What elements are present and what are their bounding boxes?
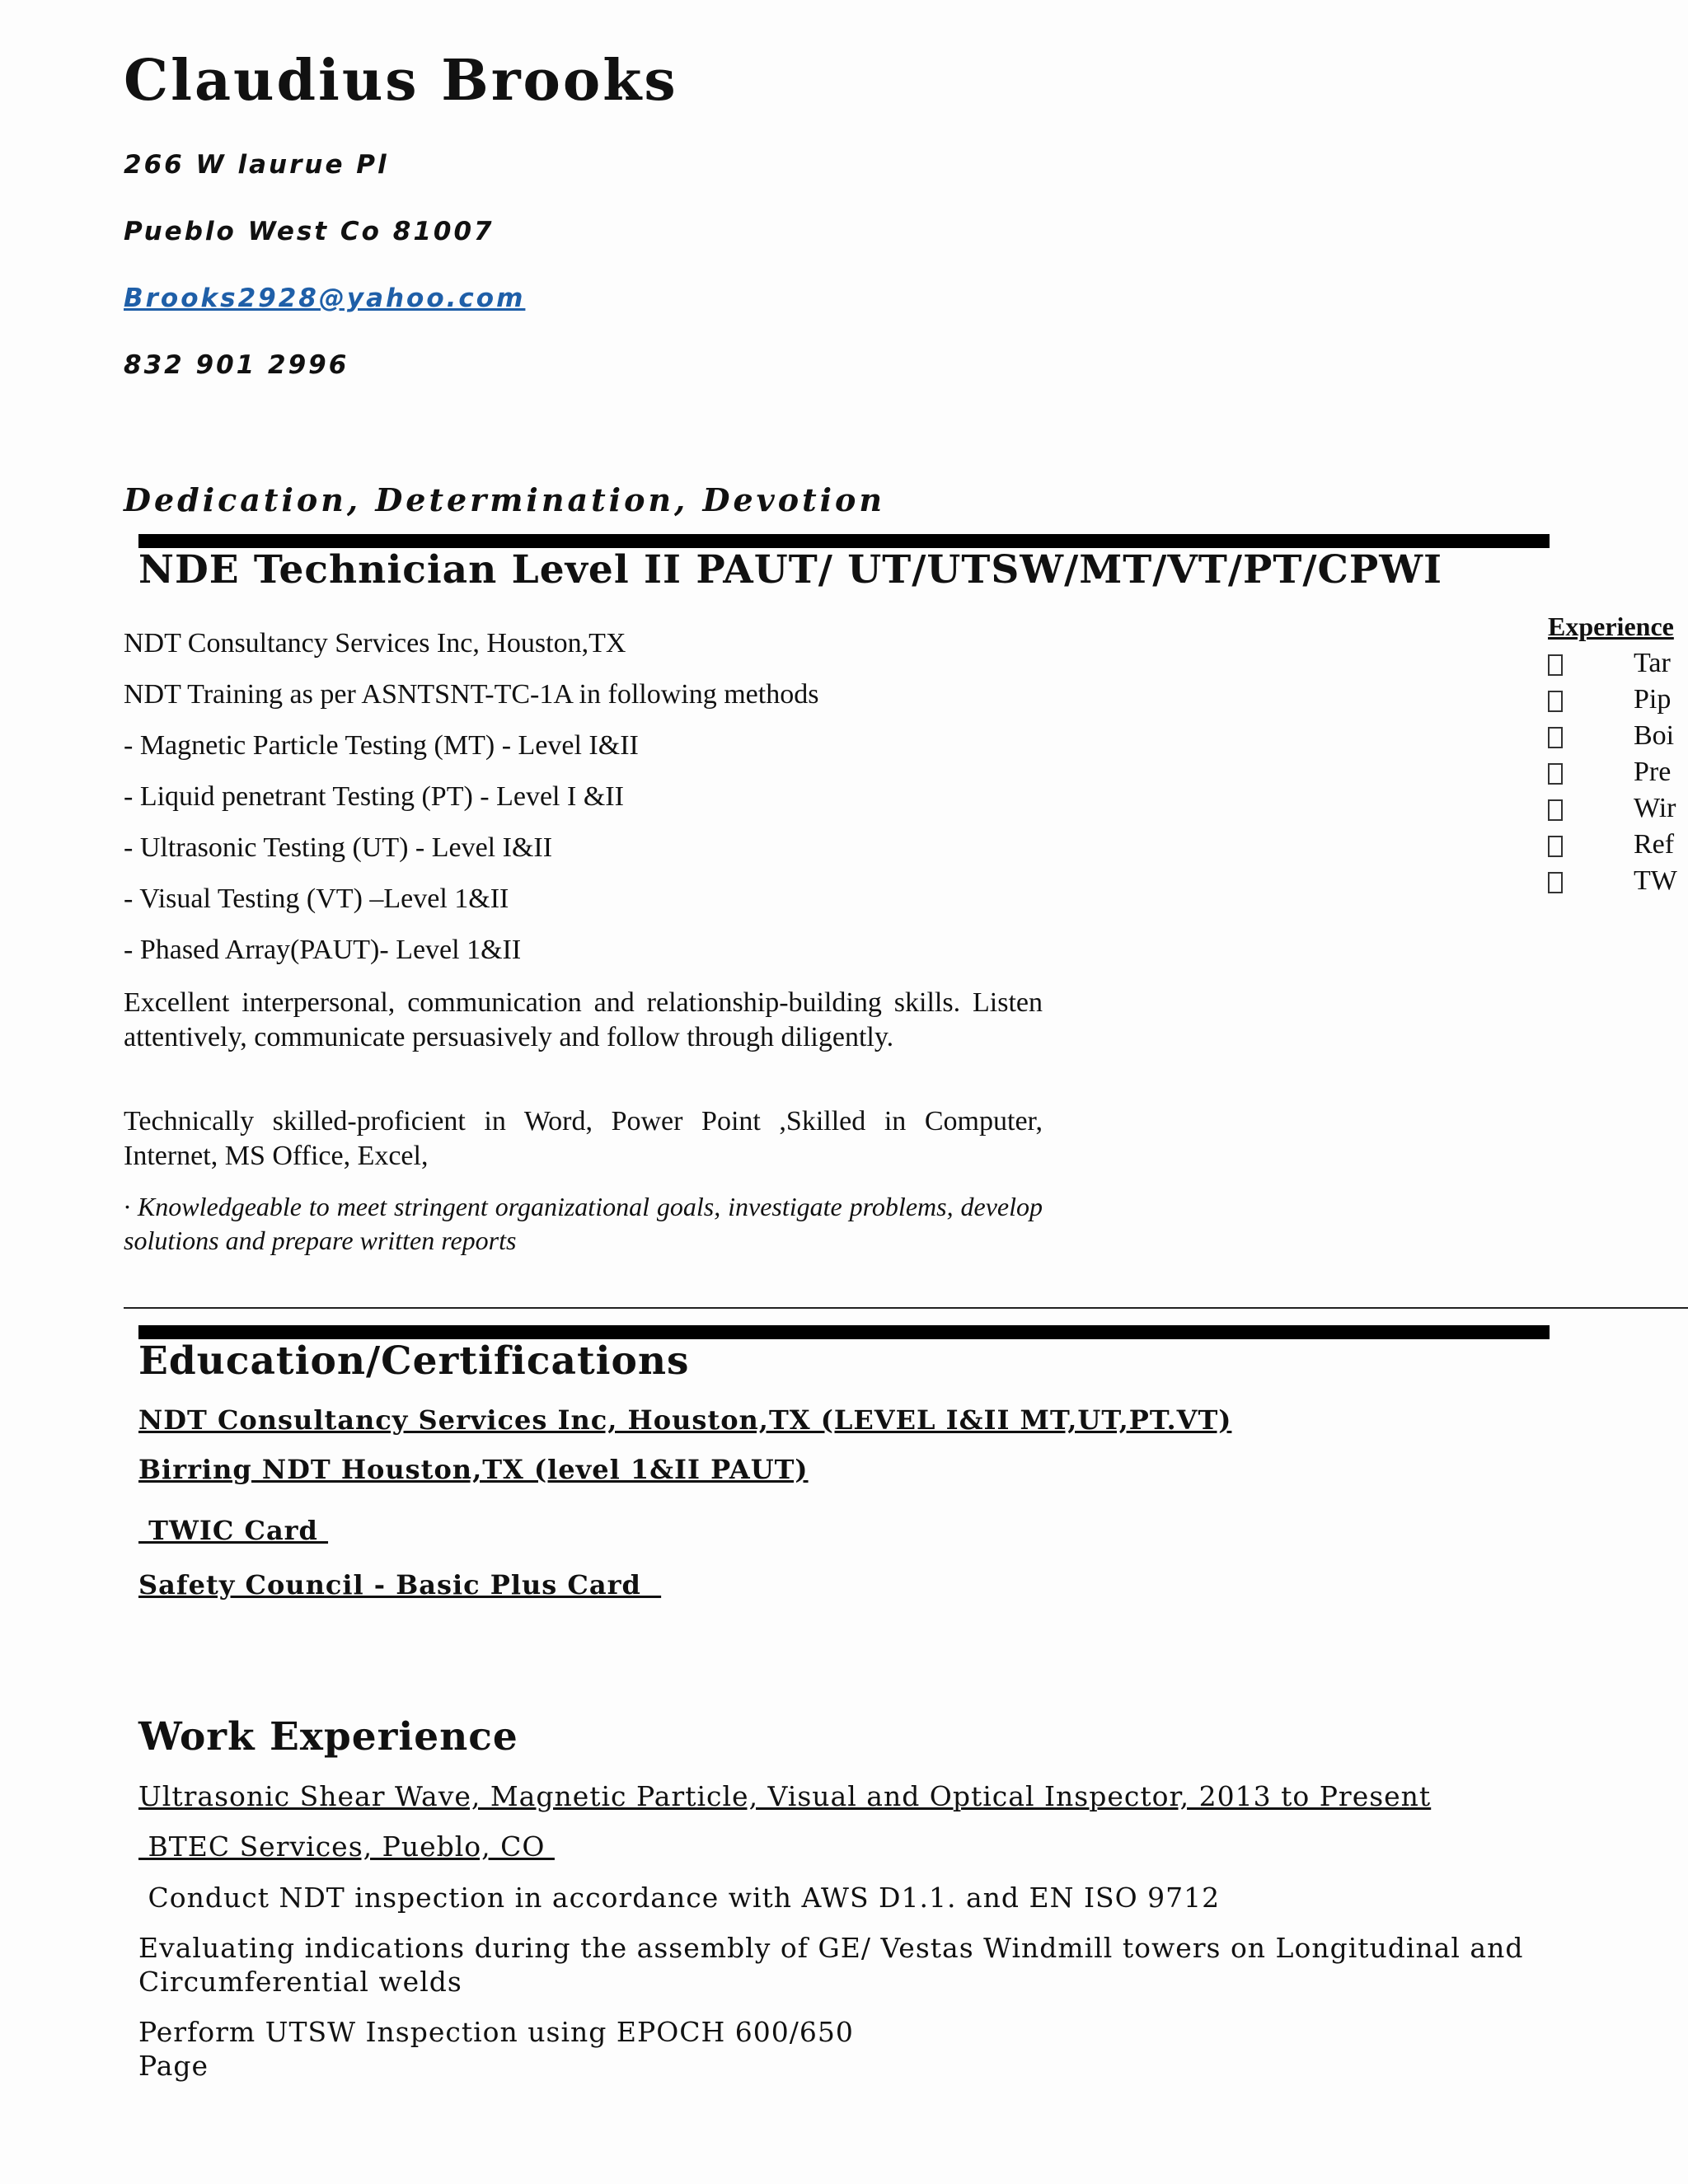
sidebar-list-item: TW	[1548, 865, 1677, 902]
certification-item: Birring NDT Houston,TX (level 1&II PAUT)	[138, 1454, 809, 1485]
bullet-icon	[1548, 727, 1563, 748]
candidate-name: Claudius Brooks	[124, 48, 678, 114]
job-duty: Perform UTSW Inspection using EPOCH 600/650	[138, 2016, 854, 2048]
education-title: Education/Certifications	[138, 1338, 690, 1384]
summary-line: - Magnetic Particle Testing (MT) - Level I&II	[124, 730, 639, 761]
skills-paragraph: Excellent interpersonal, communication and relationship-building skills. Listen attentively, communicate persuasively and follow through diligently.	[124, 987, 1043, 1052]
summary-line: - Visual Testing (VT) –Level 1&II	[124, 883, 509, 914]
job-company: BTEC Services, Pueblo, CO	[138, 1830, 555, 1863]
horizontal-rule	[124, 1307, 1688, 1309]
bullet-icon	[1548, 872, 1563, 893]
address-line-1: 266 W laurue Pl	[124, 150, 389, 180]
phone-number: 832 901 2996	[124, 350, 349, 380]
summary-line: NDT Training as per ASNTSNT-TC-1A in following methods	[124, 679, 819, 710]
bullet-icon	[1548, 836, 1563, 857]
section-divider-bar	[138, 534, 1550, 548]
summary-line: - Phased Array(PAUT)- Level 1&II	[124, 935, 522, 965]
bullet-icon	[1548, 654, 1563, 676]
certification-item: Safety Council - Basic Plus Card	[138, 1569, 662, 1601]
certification-item: NDT Consultancy Services Inc, Houston,TX (LEVEL I&II MT,UT,PT.VT)	[138, 1404, 1232, 1436]
software-paragraph: Technically skilled-proficient in Word, Power Point ,Skilled in Computer, Internet, MS Office, Excel,	[124, 1106, 1043, 1171]
job-duty: Circumferential welds	[138, 1966, 462, 1998]
bullet-icon	[1548, 763, 1563, 785]
page-footer: Page	[138, 2050, 209, 2082]
job-duty: Conduct NDT inspection in accordance with AWS D1.1. and EN ISO 9712	[138, 1882, 1221, 1914]
knowledge-paragraph: · Knowledgeable to meet stringent organizational goals, investigate problems, develop solutions and prepare written reports	[124, 1192, 1043, 1255]
section-divider-bar	[138, 1325, 1550, 1339]
bullet-icon	[1548, 691, 1563, 712]
summary-line: NDT Consultancy Services Inc, Houston,TX	[124, 628, 626, 658]
email-link[interactable]: Brooks2928@yahoo.com	[124, 284, 526, 313]
sidebar-experience-title: Experience	[1548, 612, 1674, 641]
job-position: Ultrasonic Shear Wave, Magnetic Particle, Visual and Optical Inspector, 2013 to Present	[138, 1780, 1432, 1812]
sidebar-list-item: Pre	[1548, 757, 1671, 793]
certification-item: TWIC Card	[138, 1515, 329, 1546]
summary-line: - Liquid penetrant Testing (PT) - Level I &II	[124, 781, 624, 812]
sidebar-list-item: Wir	[1548, 793, 1676, 829]
summary-line: - Ultrasonic Testing (UT) - Level I&II	[124, 832, 553, 863]
job-duty: Evaluating indications during the assembly of GE/ Vestas Windmill towers on Longitudinal and	[138, 1932, 1524, 1964]
summary-title: NDE Technician Level II PAUT/ UT/UTSW/MT/VT/PT/CPWI	[138, 547, 1443, 593]
sidebar-list-item: Ref	[1548, 829, 1674, 865]
work-experience-title: Work Experience	[138, 1714, 518, 1760]
sidebar-list-item: Pip	[1548, 684, 1671, 720]
bullet-icon	[1548, 799, 1563, 821]
sidebar-list-item: Boi	[1548, 720, 1674, 757]
address-line-2: Pueblo West Co 81007	[124, 217, 495, 246]
tagline: Dedication, Determination, Devotion	[124, 481, 886, 518]
sidebar-list-item: Tar	[1548, 648, 1671, 684]
